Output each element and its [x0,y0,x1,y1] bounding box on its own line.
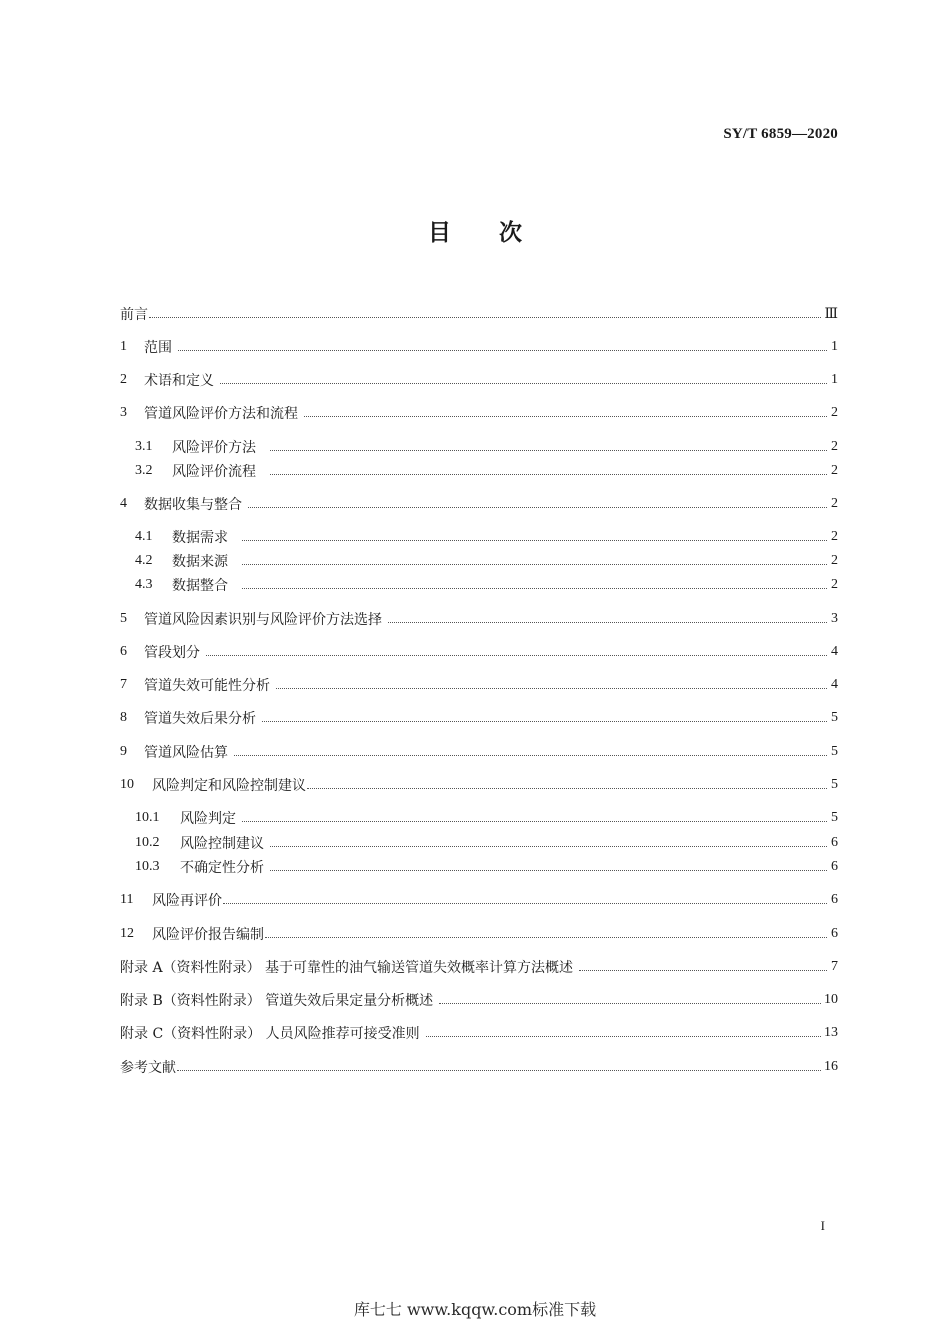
toc-entry-10[interactable] [120,775,838,795]
dot-leader [234,754,827,756]
toc-entry-2[interactable] [120,370,838,390]
toc-entry-11[interactable] [120,890,838,910]
toc-entry-text: 管道风险估算 [144,745,228,761]
dot-leader [307,787,827,789]
dot-leader [270,449,827,451]
toc-section-number: 3 [120,405,127,420]
toc-page-number: 16 [824,1059,838,1074]
toc-entry-text: 数据需求 [172,530,228,546]
toc-section-number: 10 [120,777,134,792]
toc-page-number: 5 [831,777,838,792]
dot-leader [242,587,827,589]
dot-leader [262,720,827,722]
page-title-char: 目 [428,220,451,246]
standard-code: SY/T 6859—2020 [723,126,838,142]
dot-leader [579,969,827,971]
dot-leader [242,563,827,565]
toc-page-number: 2 [831,405,838,420]
toc-entry-text: 管道失效可能性分析 [144,678,270,694]
toc-entry-6[interactable] [120,642,838,662]
dot-leader [265,936,827,938]
toc-entry-10-3[interactable] [135,857,838,877]
toc-entry-foreword[interactable] [120,304,838,324]
dot-leader [270,869,827,871]
toc-page-number: 6 [831,892,838,907]
toc-entry-12[interactable] [120,924,838,944]
toc-page-number: 10 [824,992,838,1007]
toc-section-number: 3.1 [135,439,153,454]
toc-page-number: 2 [831,553,838,568]
toc-entry-9[interactable] [120,742,838,762]
page-title-char: 次 [499,220,522,246]
toc-section-number: 8 [120,710,127,725]
toc-entry-text: 风险评价方法 [172,440,256,456]
toc-entry-3-2[interactable] [135,461,838,481]
dot-leader [276,687,827,689]
dot-leader [223,902,827,904]
dot-leader [178,349,827,351]
toc-entry-4-3[interactable] [135,575,838,595]
dot-leader [242,539,827,541]
toc-page-number: 5 [831,710,838,725]
toc-section-number: 10.2 [135,835,160,850]
toc-entry-5[interactable] [120,609,838,629]
toc-section-number: 10.1 [135,810,160,825]
toc-entry-text: 风险评价报告编制 [152,927,264,943]
toc-page-number: 6 [831,926,838,941]
toc-section-number: 1 [120,339,127,354]
toc-entry-text: 不确定性分析 [180,860,264,876]
toc-page-number: 2 [831,577,838,592]
toc-section-number: 5 [120,611,127,626]
dot-leader [242,820,827,822]
toc-page-number: 6 [831,859,838,874]
toc-entry-1[interactable] [120,337,838,357]
toc-entry-appendix-c[interactable] [120,1023,838,1043]
toc-section-number: 12 [120,926,134,941]
toc-entry-text: 附录 A（资料性附录） 基于可靠性的油气输送管道失效概率计算方法概述 [120,960,574,976]
toc-page-number: 4 [831,677,838,692]
toc-entry-text: 附录 B（资料性附录） 管道失效后果定量分析概述 [120,993,434,1009]
dot-leader [426,1035,821,1037]
toc-entry-text: 管段划分 [144,645,200,661]
toc-section-number: 4.3 [135,577,153,592]
dot-leader [439,1002,821,1004]
toc-entry-appendix-b[interactable] [120,990,838,1010]
site-watermark: 库七七 www.kqqw.com标准下载 [353,1300,597,1319]
toc-section-number: 9 [120,744,127,759]
toc-entry-3-1[interactable] [135,437,838,457]
toc-entry-text: 管道风险评价方法和流程 [144,406,298,422]
toc-entry-text: 附录 C（资料性附录） 人员风险推荐可接受准则 [120,1026,420,1042]
toc-entry-text: 前言 [120,307,148,323]
toc-entry-text: 风险控制建议 [180,836,264,852]
dot-leader [177,1069,821,1071]
toc-page-number: 2 [831,439,838,454]
dot-leader [270,845,827,847]
toc-page-number: 7 [831,959,838,974]
toc-entry-text: 风险判定 [180,811,236,827]
toc-entry-text: 范围 [144,340,172,356]
toc-section-number: 7 [120,677,127,692]
toc-page-number: 1 [831,339,838,354]
dot-leader [206,654,827,656]
toc-entry-7[interactable] [120,675,838,695]
toc-entry-references[interactable] [120,1057,838,1077]
toc-entry-text: 参考文献 [120,1060,176,1076]
dot-leader [270,473,827,475]
toc-entry-text: 管道失效后果分析 [144,711,256,727]
toc-entry-text: 风险评价流程 [172,464,256,480]
toc-page-number: 5 [831,744,838,759]
dot-leader [220,382,827,384]
toc-section-number: 2 [120,372,127,387]
toc-entry-text: 数据整合 [172,578,228,594]
toc-entry-4-2[interactable] [135,551,838,571]
toc-page-number: 6 [831,835,838,850]
toc-entry-10-1[interactable] [135,808,838,828]
toc-section-number: 4 [120,496,127,511]
toc-page-number: 5 [831,810,838,825]
toc-entry-text: 数据收集与整合 [144,497,242,513]
toc-entry-text: 管道风险因素识别与风险评价方法选择 [144,612,382,628]
toc-entry-text: 风险再评价 [152,893,222,909]
page-folio: I [820,1218,825,1233]
toc-page-number: 2 [831,463,838,478]
toc-page-number: 4 [831,644,838,659]
toc-page-number: Ⅲ [824,306,838,322]
toc-section-number: 6 [120,644,127,659]
toc-entry-appendix-a[interactable] [120,957,838,977]
dot-leader [304,415,827,417]
toc-entry-3[interactable] [120,403,838,423]
toc-page-number: 3 [831,611,838,626]
toc-page-number: 2 [831,529,838,544]
dot-leader [149,316,821,318]
dot-leader [248,506,827,508]
toc-page-number: 13 [824,1025,838,1040]
toc-entry-8[interactable] [120,708,838,728]
toc-entry-4[interactable] [120,494,838,514]
toc-page-number: 2 [831,496,838,511]
dot-leader [388,621,827,623]
toc-section-number: 4.1 [135,529,153,544]
toc-section-number: 4.2 [135,553,153,568]
toc-entry-text: 数据来源 [172,554,228,570]
toc-entry-text: 术语和定义 [144,373,214,389]
toc-entry-10-2[interactable] [135,833,838,853]
toc-section-number: 11 [120,892,134,907]
toc-section-number: 10.3 [135,859,160,874]
toc-section-number: 3.2 [135,463,153,478]
page-title [0,214,950,247]
toc-entry-text: 风险判定和风险控制建议 [152,778,306,794]
toc-entry-4-1[interactable] [135,527,838,547]
toc-page-number: 1 [831,372,838,387]
